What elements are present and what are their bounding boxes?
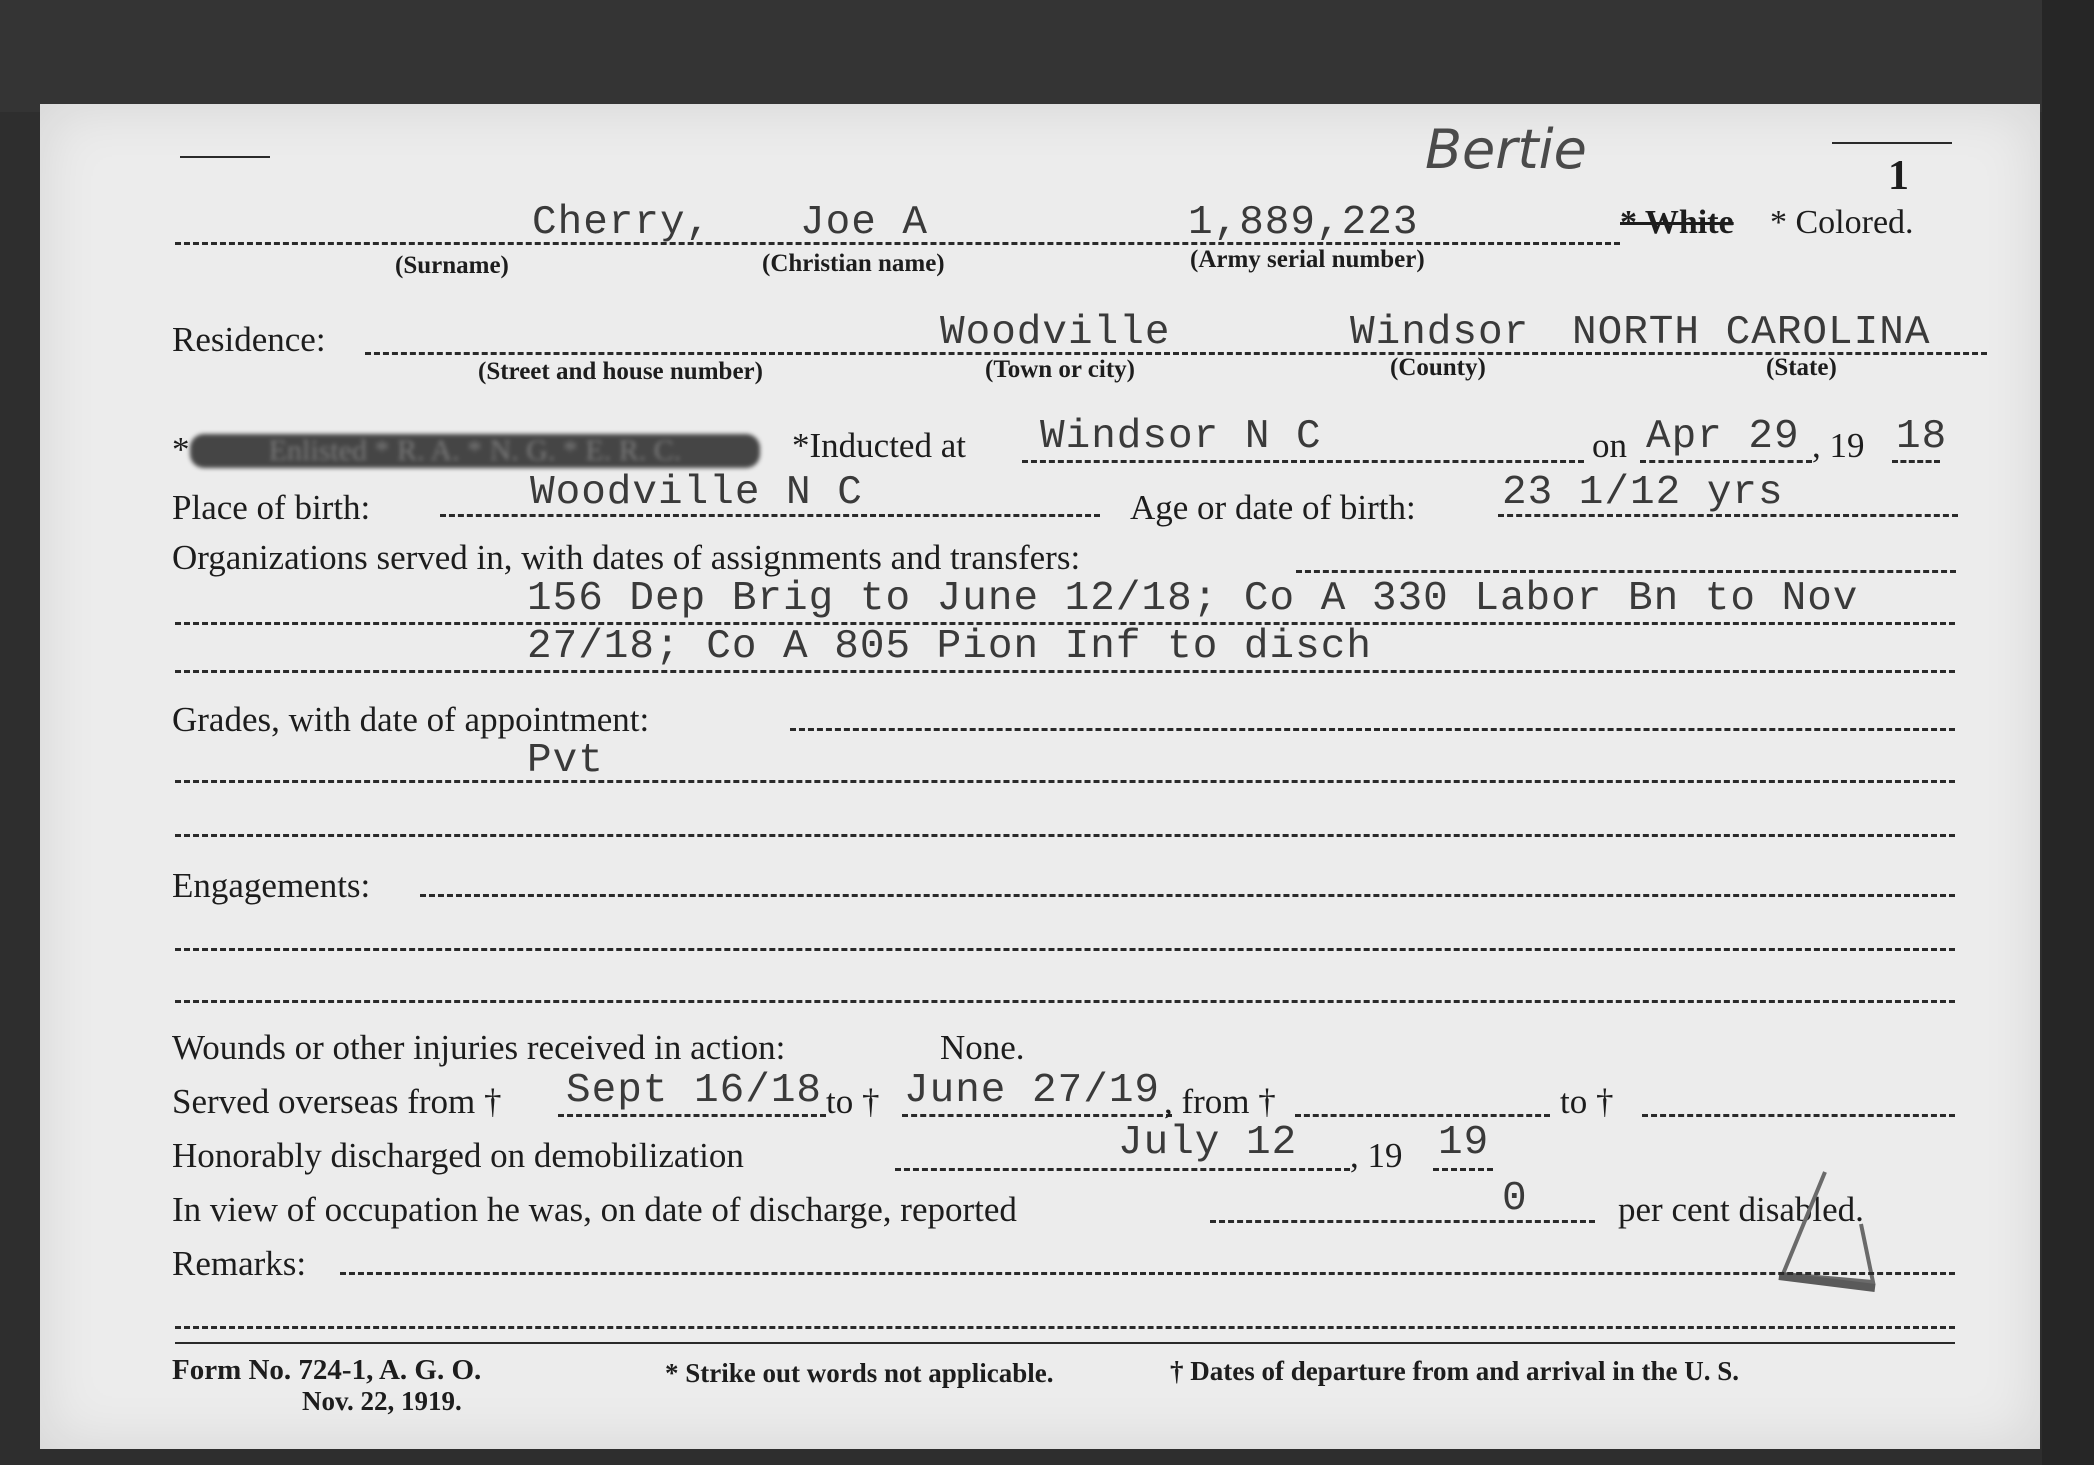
enlisted-asterisk: * [172,430,190,469]
county-caption: (County) [1390,354,1486,381]
christian-name-value: Joe A [800,200,929,246]
top-right-rule [1832,142,1952,144]
age-value: 23 1/12 yrs [1502,470,1784,516]
organizations-label: Organizations served in, with dates of assignments and transfers: [172,538,1081,577]
service-record-card [40,104,2040,1449]
overseas-from2-label: , from † [1164,1082,1276,1121]
overseas-from2-line [1295,1114,1550,1117]
christian-name-caption: (Christian name) [762,250,945,277]
enlisted-redacted-block [190,434,760,468]
overseas-to-line [902,1114,1172,1117]
remarks-label: Remarks: [172,1244,307,1283]
inducted-year-line [1892,460,1940,463]
grades-line-0 [790,728,1955,731]
on-label: on [1592,426,1627,465]
town-caption: (Town or city) [985,356,1135,383]
overseas-to2-label: to † [1560,1082,1614,1121]
pencil-triangle-mark [1765,1164,1885,1304]
surname-caption: (Surname) [395,252,509,279]
race-white-label: * White [1620,204,1734,241]
serial-caption: (Army serial number) [1190,246,1425,273]
discharge-year-line [1433,1168,1493,1171]
disability-value: 0 [1502,1176,1528,1222]
overseas-to-label: to † [826,1082,880,1121]
card-number: 1 [1888,153,1909,199]
scan-background-top [0,0,2094,112]
discharge-year-prefix: , 19 [1350,1136,1403,1175]
discharge-date-value: July 12 [1118,1120,1298,1166]
grades-line-2 [175,834,1955,837]
birth-place-value: Woodville N C [530,470,863,516]
wounds-value: None. [940,1028,1025,1067]
residence-state-value: NORTH CAROLINA [1572,310,1931,356]
overseas-from-value: Sept 16/18 [566,1068,823,1114]
organizations-text-line-2: 27/18; Co A 805 Pion Inf to disch [527,624,1372,670]
grades-label: Grades, with date of appointment: [172,700,650,739]
overseas-label: Served overseas from † [172,1082,502,1121]
form-date: Nov. 22, 1919. [302,1386,462,1416]
organizations-line-0 [1296,570,1956,573]
footnote-strike-out: * Strike out words not applicable. [665,1358,1054,1388]
inducted-place-line [1022,460,1584,463]
state-caption: (State) [1766,354,1837,381]
inducted-year-value: 18 [1896,414,1948,460]
organizations-text-line-1: 156 Dep Brig to June 12/18; Co A 330 Labor Bn to Nov [527,576,1859,622]
grade-value: Pvt [527,738,604,784]
inducted-year-prefix: , 19 [1812,426,1865,465]
birth-place-label: Place of birth: [172,488,371,527]
grades-line-1 [175,780,1955,783]
disability-line [1210,1220,1595,1223]
wounds-label: Wounds or other injuries received in action: [172,1028,786,1067]
disability-suffix: per cent disabled. [1618,1190,1864,1229]
discharge-year-value: 19 [1438,1120,1490,1166]
engagements-line-1 [175,948,1955,951]
top-left-rule [180,156,270,158]
discharge-date-line [895,1168,1350,1171]
disability-label: In view of occupation he was, on date of discharge, reported [172,1190,1017,1229]
engagements-line-0 [420,894,1955,897]
engagements-line-2 [175,1000,1955,1003]
inducted-date-line [1640,460,1812,463]
surname-value: Cherry, [532,200,712,246]
overseas-to-value: June 27/19 [904,1068,1161,1114]
discharge-label: Honorably discharged on demobilization [172,1136,744,1175]
inducted-place-value: Windsor N C [1040,414,1322,460]
enlisted-redacted-text: Enlisted * R. A. * N. G. * E. R. C. [268,434,682,467]
age-label: Age or date of birth: [1130,488,1416,527]
scan-background-right [2042,0,2094,1465]
residence-label: Residence: [172,320,326,359]
residence-town-value: Woodville [940,310,1171,356]
engagements-label: Engagements: [172,866,371,905]
organizations-line-2 [175,670,1955,673]
inducted-label: *Inducted at [792,426,966,465]
footnote-dates: † Dates of departure from and arrival in the U. S. [1170,1356,1739,1386]
remarks-bottom-rule [175,1342,1955,1344]
inducted-date-value: Apr 29 [1646,414,1800,460]
handwritten-county: Bertie [1425,118,1587,181]
army-serial-value: 1,889,223 [1188,200,1419,246]
form-number: Form No. 724-1, A. G. O. [172,1354,482,1386]
remarks-line-0 [340,1272,1955,1275]
overseas-to2-line [1642,1114,1955,1117]
overseas-from-line [558,1114,826,1117]
residence-county-value: Windsor [1350,310,1530,356]
race-colored-label: * Colored. [1770,204,1914,241]
street-caption: (Street and house number) [478,358,763,385]
remarks-line-1 [175,1326,1955,1329]
